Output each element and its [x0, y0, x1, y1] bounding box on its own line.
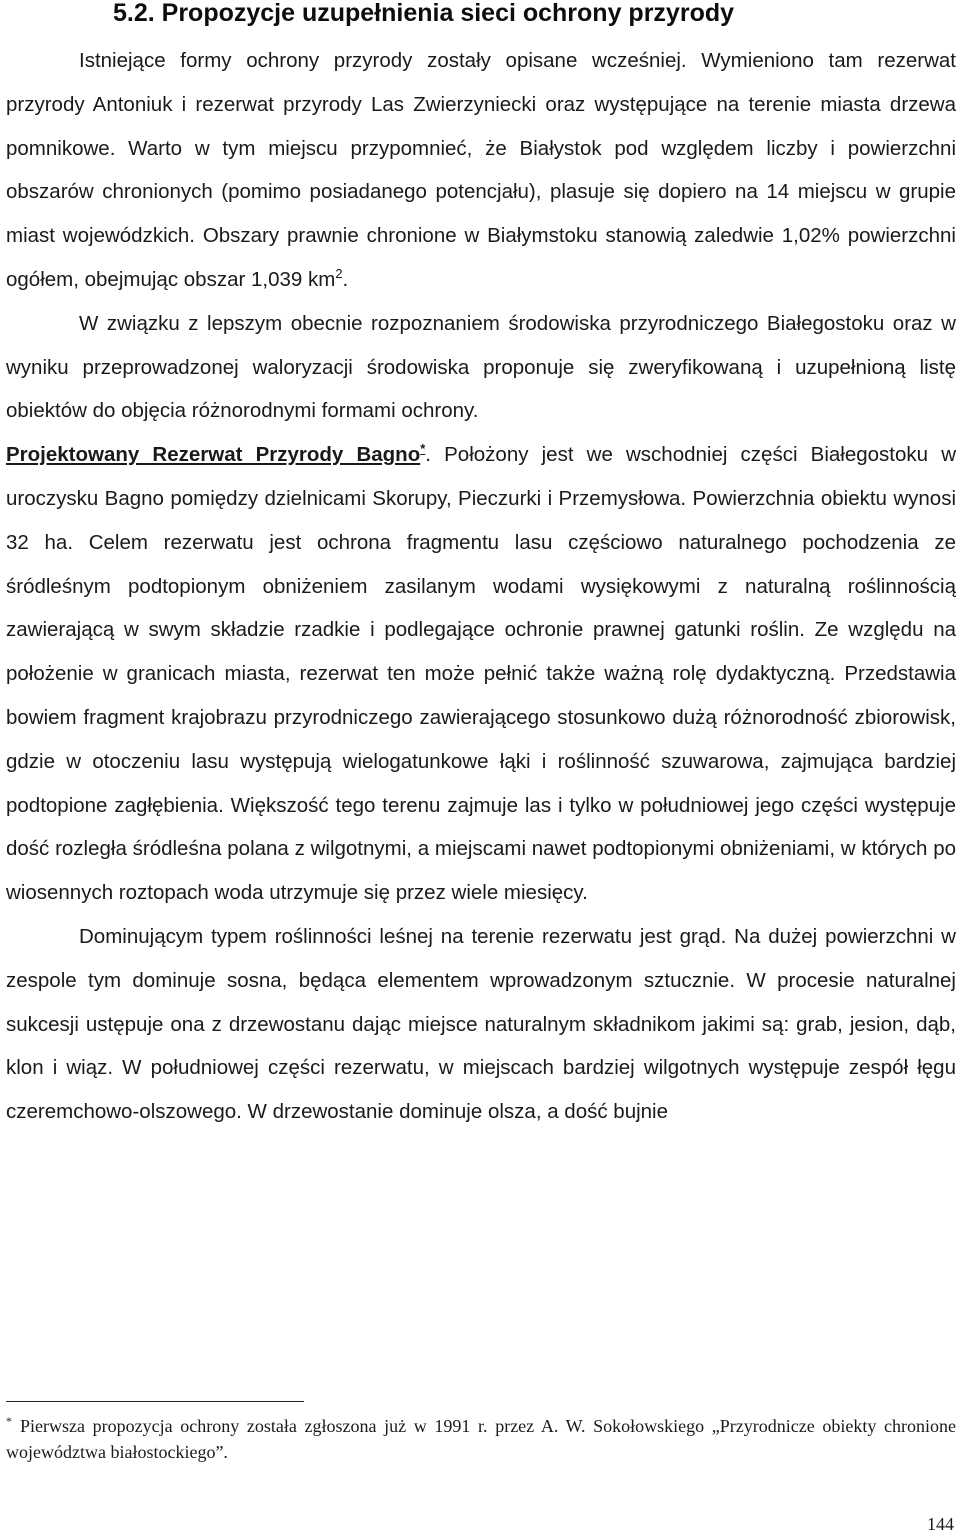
paragraph-verification: W związku z lepszym obecnie rozpoznaniem środowiska przyrodniczego Białegostoku oraz w wyniku przeprowadzonej waloryzacji środowiska proponuje się zweryfikowaną i uzupełnioną listę obiektów do objęcia różnorodnymi formami ochrony.: [6, 311, 956, 423]
paragraph-text: Istniejące formy ochrony przyrody zostały opisane wcześniej. Wymieniono tam rezerwat przyrody Antoniuk i rezerwat przyrody Las Zwierzyniecki oraz występujące na terenie miasta drzewa pomnikowe. Warto w tym miejscu przypomnieć, że Białystok pod względem liczby i powierzchni obszarów chronionych (pomimo posiadanego potencjału), plasuje się dopiero na 14 miejscu w grupie miast wojewódzkich. Obszary prawnie chronione w Białymstoku stanowią zaledwie 1,02% powierzchni ogółem, obejmując obszar 1,039 km: [6, 49, 956, 291]
paragraph-vegetation: Dominującym typem roślinności leśnej na terenie rezerwatu jest grąd. Na dużej powierzchni w zespole tym dominuje sosna, będąca elementem wprowadzonym sztucznie. W procesie naturalnej sukcesji ustępuje ona z drzewostanu dając miejsce naturalnym składnikom jakimi są: grab, jesion, dąb, klon i wiąz. W południowej części rezerwatu, w miejscach bardziej wilgotnych występuje zespół łęgu czeremchowo-olszowego. W drzewostanie dominuje olsza, a dość bujnie: [6, 924, 956, 1124]
page-number: 144: [927, 1514, 954, 1534]
paragraph-reserve-bagno: [6, 433, 956, 915]
reserve-title: Projektowany Rezerwat Przyrody Bagno: [6, 443, 421, 467]
body-text: [6, 39, 956, 1134]
footnote-mark: *: [6, 1414, 12, 1428]
superscript-exponent: 2: [335, 266, 343, 282]
footnote-text: Pierwsza propozycja ochrony została zgłoszona już w 1991 r. przez A. W. Sokołowskiego „Przyrodnicze obiekty chronione województwa białostockiego”.: [6, 1416, 956, 1462]
paragraph-text: . Położony jest we wschodniej części Białegostoku w uroczysku Bagno pomiędzy dzielnicami Skorupy, Pieczurki i Przemysłowa. Powierzchnia obiektu wynosi 32 ha. Celem rezerwatu jest ochrona fragmentu lasu częściowo naturalnego pochodzenia ze śródleśnym podtopionym obniżeniem zasilanym wodami wysiękowymi z naturalną roślinnością zawierającą w swym składzie rzadkie i podlegające ochronie prawnej gatunki roślin. Ze względu na położenie w granicach miasta, rezerwat ten może pełnić także ważną rolę dydaktyczną. Przedstawia bowiem fragment krajobrazu przyrodniczego zawierającego stosunkowo dużą różnorodność zbiorowisk, gdzie w otoczeniu lasu występują wielogatunkowe łąki i roślinność szuwarowa, zajmująca bardziej podtopione zagłębienia. Większość tego terenu zajmuje las i tylko w południowej jego części występuje dość rozległa śródleśna polana z wilgotnymi, a miejscami nawet podtopionymi obniżeniami, w których po wiosennych roztopach woda utrzymuje się przez wiele miesięcy.: [6, 443, 956, 905]
paragraph-existing-protection: [6, 39, 956, 302]
paragraph-text-end: .: [342, 267, 349, 291]
footnote-divider: [6, 1401, 304, 1402]
footnote-reference: *: [420, 441, 426, 457]
footnote-body: [6, 1413, 956, 1465]
section-heading: 5.2. Propozycje uzupełnienia sieci ochrony przyrody: [113, 0, 735, 27]
footnote: [6, 1413, 956, 1465]
